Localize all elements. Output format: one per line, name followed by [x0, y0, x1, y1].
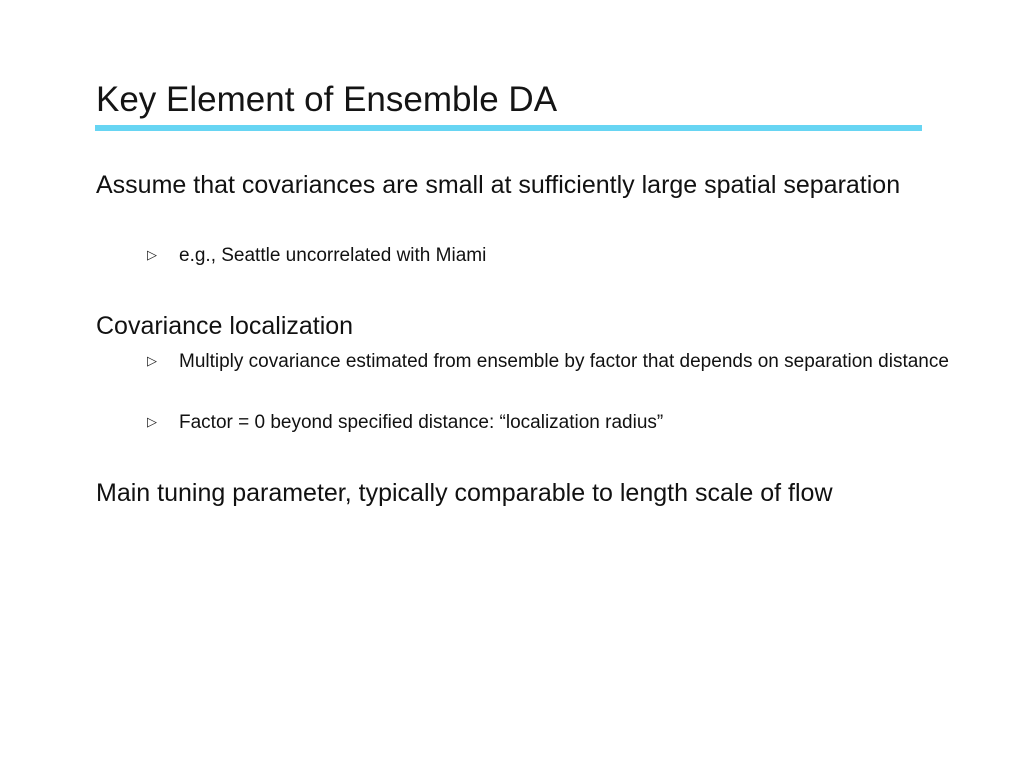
sub-bullet-text: Multiply covariance estimated from ensemble by factor that depends on separation distance [179, 351, 949, 372]
sub-bullet-text: Factor = 0 beyond specified distance: “localization radius” [179, 412, 664, 433]
bullet-main-tuning-parameter: Main tuning parameter, typically comparable to length scale of flow [96, 479, 833, 507]
bullet-covariance-assumption: Assume that covariances are small at sufficiently large spatial separation [96, 171, 901, 199]
triangle-right-outline-icon: ▷ [147, 414, 157, 429]
sub-bullet-text: e.g., Seattle uncorrelated with Miami [179, 245, 487, 266]
slide-title: Key Element of Ensemble DA [96, 80, 558, 119]
triangle-right-outline-icon: ▷ [147, 247, 157, 262]
sub-bullet-localization-radius [147, 409, 949, 436]
sub-bullet-multiply-covariance [147, 348, 949, 375]
triangle-right-outline-icon: ▷ [147, 353, 157, 368]
title-underline [95, 125, 922, 131]
bullet-covariance-localization: Covariance localization [96, 312, 354, 340]
sub-bullet-seattle-example [147, 242, 949, 269]
